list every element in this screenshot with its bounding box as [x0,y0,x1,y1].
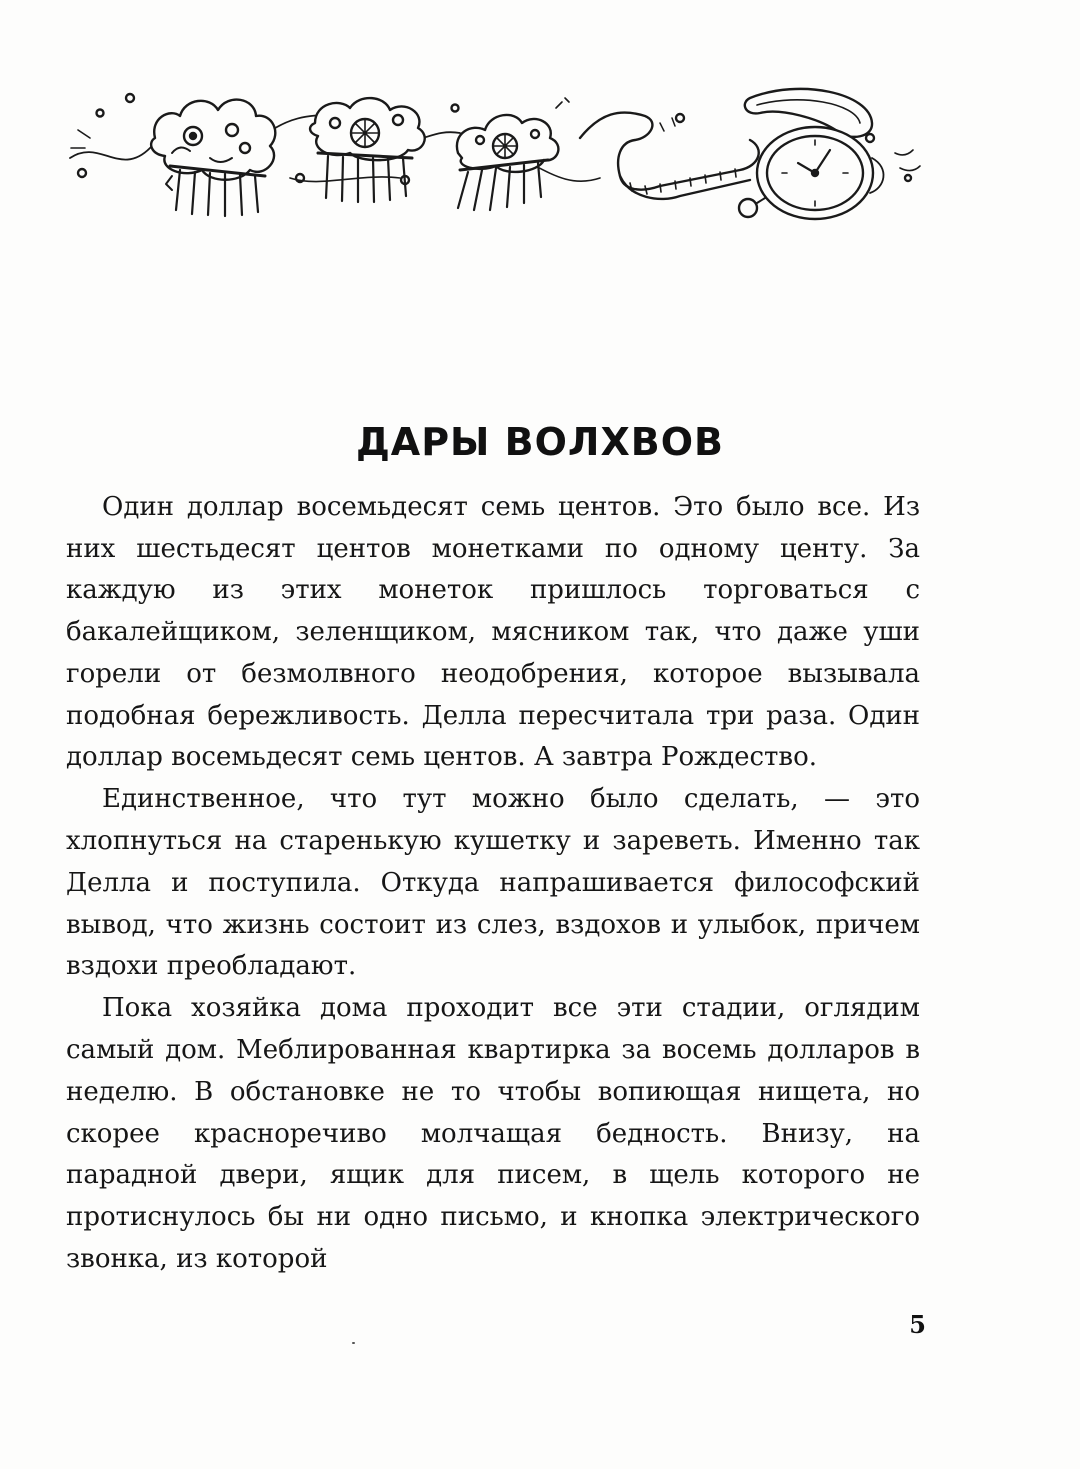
decorative-header-illustration [60,78,930,228]
paragraph: Пока хозяйка дома проходит все эти стадии, оглядим самый дом. Меблированная квартирка за восемь долларов в неделю. В обстановке не то чтобы вопиющая нищета, но скорее красноречиво молчащая бедность. Внизу, на парадной двери, ящик для писем, в щель которого не протиснулось бы ни одно письмо, и кнопка электрического звонка, из которой [66,993,920,1274]
paragraph: Один доллар восемьдесят семь центов. Это было все. Из них шестьдесят центов монетками по одному центу. За каждую из этих монеток пришлось торговаться с бакалейщиком, зеленщиком, мясником так, что даже уши горели от безмолвного неодобрения, которое вызывала подобная бережливость. Делла пересчитала три раза. Один доллар восемьдесят семь центов. А завтра Рождество. [66,492,920,773]
chapter-body [66,487,920,1281]
page-number: 5 [909,1310,926,1339]
pocket-watch-icon [739,89,884,219]
ribbon-icon [580,112,759,198]
hair-comb-icon [151,100,275,216]
hair-comb-icon [310,98,425,202]
print-speck [352,1342,355,1344]
hair-comb-icon [457,115,558,210]
paragraph: Единственное, что тут можно было сделать, — это хлопнуться на старенькую кушетку и зареветь. Именно так Делла и поступила. Откуда напрашивается философский вывод, что жизнь состоит из слез, вздохов и улыбок, причем вздохи преобладают. [66,784,920,982]
chapter-title: ДАРЫ ВОЛХВОВ [355,420,725,464]
